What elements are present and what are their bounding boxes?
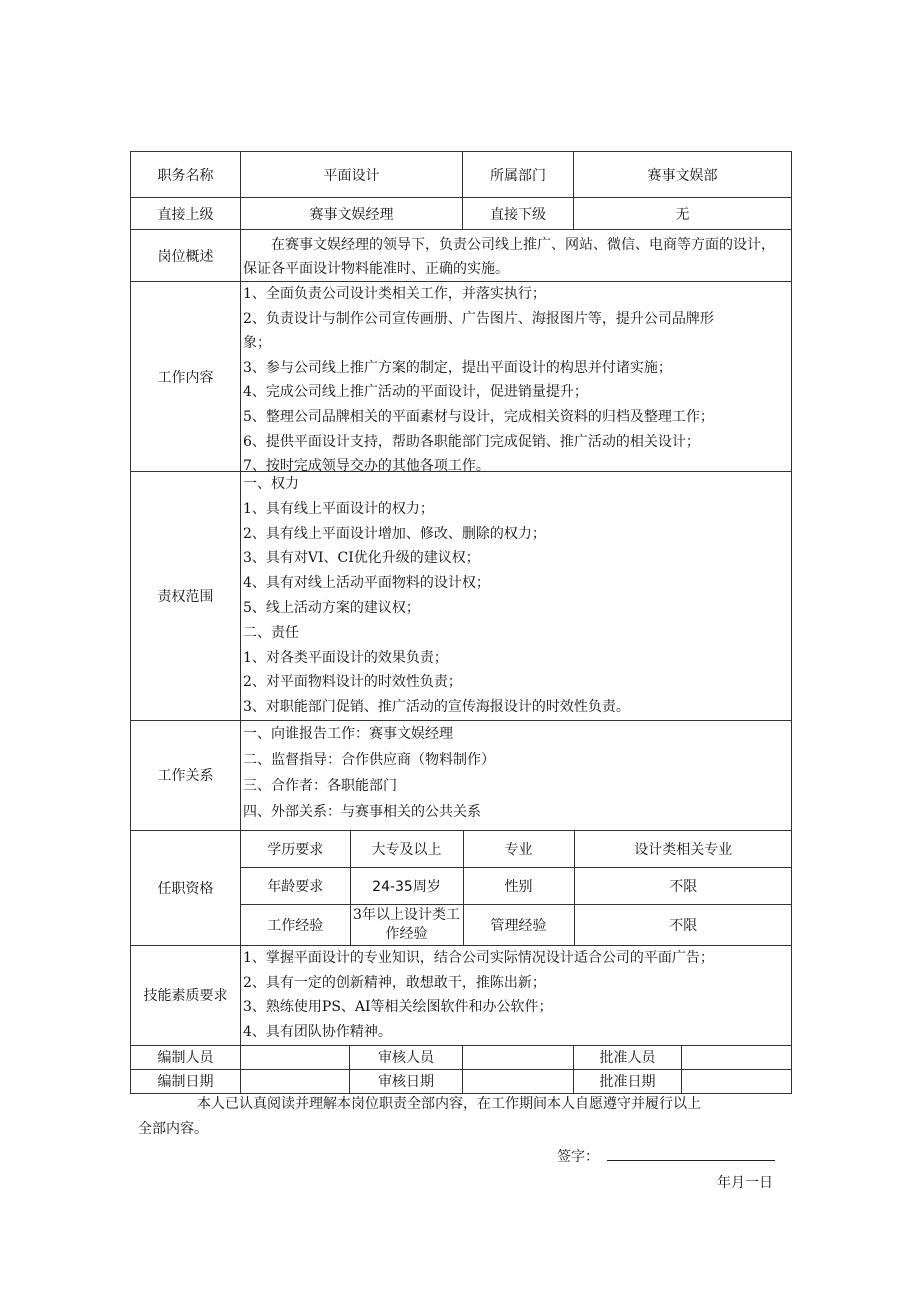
compile-date-label: 编制日期 — [131, 1069, 241, 1093]
reviewer-label: 审核人员 — [350, 1045, 463, 1069]
department-value: 赛事文娱部 — [574, 152, 792, 198]
compiler-label: 编制人员 — [131, 1045, 241, 1069]
list-item: 3、对职能部门促销、推广活动的宣传海报设计的时效性负责。 — [243, 699, 630, 716]
approver-field[interactable] — [682, 1045, 792, 1069]
gender-label: 性别 — [463, 868, 574, 905]
authority-list — [241, 472, 792, 721]
row-job-title — [131, 152, 792, 198]
job-title-label: 职务名称 — [131, 152, 241, 198]
subordinate-value: 无 — [574, 198, 792, 230]
approve-date-label: 批准日期 — [574, 1069, 682, 1093]
list-item: 一、权力 — [243, 476, 299, 492]
superior-value: 赛事文娱经理 — [241, 198, 463, 230]
list-item: 1、对各类平面设计的效果负责； — [243, 649, 448, 666]
major-label: 专业 — [463, 831, 574, 868]
row-overview — [131, 230, 792, 282]
signature-line[interactable] — [607, 1160, 775, 1161]
row-duties — [131, 282, 792, 472]
list-item: 一、向谁报告工作：赛事文娱经理 — [243, 725, 453, 742]
subordinate-label: 直接下级 — [463, 198, 574, 230]
authority-label: 责权范围 — [131, 472, 241, 721]
row-signoff-dates — [131, 1069, 792, 1093]
review-date-field[interactable] — [463, 1069, 574, 1093]
list-item: 四、外部关系：与赛事相关的公共关系 — [243, 803, 481, 820]
management-value: 不限 — [574, 905, 792, 945]
age-value: 24-35周岁 — [350, 868, 463, 905]
list-item: 5、线上活动方案的建议权； — [243, 599, 420, 616]
list-item: 二、监督指导：合作供应商（物料制作） — [243, 751, 495, 768]
major-value: 设计类相关专业 — [574, 831, 792, 868]
row-authority — [131, 472, 792, 721]
list-item: 2、对平面物料设计的时效性负责； — [243, 674, 462, 691]
compiler-field[interactable] — [241, 1045, 350, 1069]
gender-value: 不限 — [574, 868, 792, 905]
qualifications-label: 任职资格 — [131, 830, 241, 945]
compile-date-field[interactable] — [241, 1069, 350, 1093]
list-item: 1、具有线上平面设计的权力； — [243, 500, 434, 517]
statement-line-2: 全部内容。 — [138, 1121, 208, 1137]
row-relations — [131, 720, 792, 830]
experience-value: 3年以上设计类工 作经验 — [350, 905, 463, 945]
age-label: 年龄要求 — [241, 868, 350, 905]
review-date-label: 审核日期 — [350, 1069, 463, 1093]
skills-list — [241, 945, 792, 1045]
department-label: 所属部门 — [463, 152, 574, 198]
list-item: 2、具有线上平面设计增加、修改、删除的权力； — [243, 525, 546, 542]
list-item: 7、按时完成领导交办的其他各项工作。 — [243, 458, 490, 475]
list-item: 2、负责设计与制作公司宣传画册、广告图片、海报图片等，提升公司品牌形 — [243, 310, 714, 327]
qualifications-inner-table — [241, 831, 792, 945]
row-qualifications — [131, 830, 792, 945]
list-item: 二、责任 — [243, 624, 299, 641]
list-item: 1、全面负责公司设计类相关工作，并落实执行； — [243, 286, 546, 302]
job-title-value: 平面设计 — [241, 152, 463, 198]
row-signoff-people — [131, 1045, 792, 1069]
reviewer-field[interactable] — [463, 1045, 574, 1069]
list-item: 象； — [243, 335, 271, 352]
list-item: 3、具有对VI、CI优化升级的建议权； — [243, 550, 480, 567]
list-item: 2、具有一定的创新精神，敢想敢干，推陈出新； — [243, 974, 546, 991]
skills-label: 技能素质要求 — [131, 945, 241, 1045]
list-item: 3、熟练使用PS、AI等相关绘图软件和办公软件； — [243, 999, 553, 1016]
list-item: 1、掌握平面设计的专业知识，结合公司实际情况设计适合公司的平面广告； — [243, 949, 714, 966]
list-item: 4、完成公司线上推广活动的平面设计，促进销量提升； — [243, 384, 588, 401]
row-skills — [131, 945, 792, 1045]
list-item: 6、提供平面设计支持，帮助各职能部门完成促销、推广活动的相关设计； — [243, 433, 700, 450]
duties-list — [241, 282, 792, 475]
list-item: 4、具有对线上活动平面物料的设计权； — [243, 575, 490, 592]
list-item: 4、具有团队协作精神。 — [243, 1023, 392, 1040]
qualifications-grid — [241, 830, 792, 945]
relations-label: 工作关系 — [131, 720, 241, 830]
signature-label: 签字： — [557, 1149, 599, 1165]
management-label: 管理经验 — [463, 905, 574, 945]
education-label: 学历要求 — [241, 831, 350, 868]
list-item: 3、参与公司线上推广方案的制定，提出平面设计的构思并付诸实施； — [243, 359, 672, 376]
list-item: 5、整理公司品牌相关的平面素材与设计，完成相关资料的归档及整理工作； — [243, 408, 714, 425]
experience-label: 工作经验 — [241, 905, 350, 945]
duties-label: 工作内容 — [131, 282, 241, 472]
relations-list — [241, 720, 792, 830]
education-value: 大专及以上 — [350, 831, 463, 868]
row-superior — [131, 198, 792, 230]
date-label: 年月一日 — [717, 1175, 773, 1191]
approve-date-field[interactable] — [682, 1069, 792, 1093]
statement-line-1: 本人已认真阅读并理解本岗位职责全部内容，在工作期间本人自愿遵守并履行以上 — [197, 1096, 701, 1112]
superior-label: 直接上级 — [131, 198, 241, 230]
job-description-table — [130, 151, 792, 1094]
approver-label: 批准人员 — [574, 1045, 682, 1069]
list-item: 三、合作者：各职能部门 — [243, 777, 397, 794]
overview-label: 岗位概述 — [131, 230, 241, 282]
overview-text: 在赛事文娱经理的领导下，负责公司线上推广、网站、微信、电商等方面的设计，保证各平面设计物料能准时、正确的实施。 — [241, 230, 792, 282]
